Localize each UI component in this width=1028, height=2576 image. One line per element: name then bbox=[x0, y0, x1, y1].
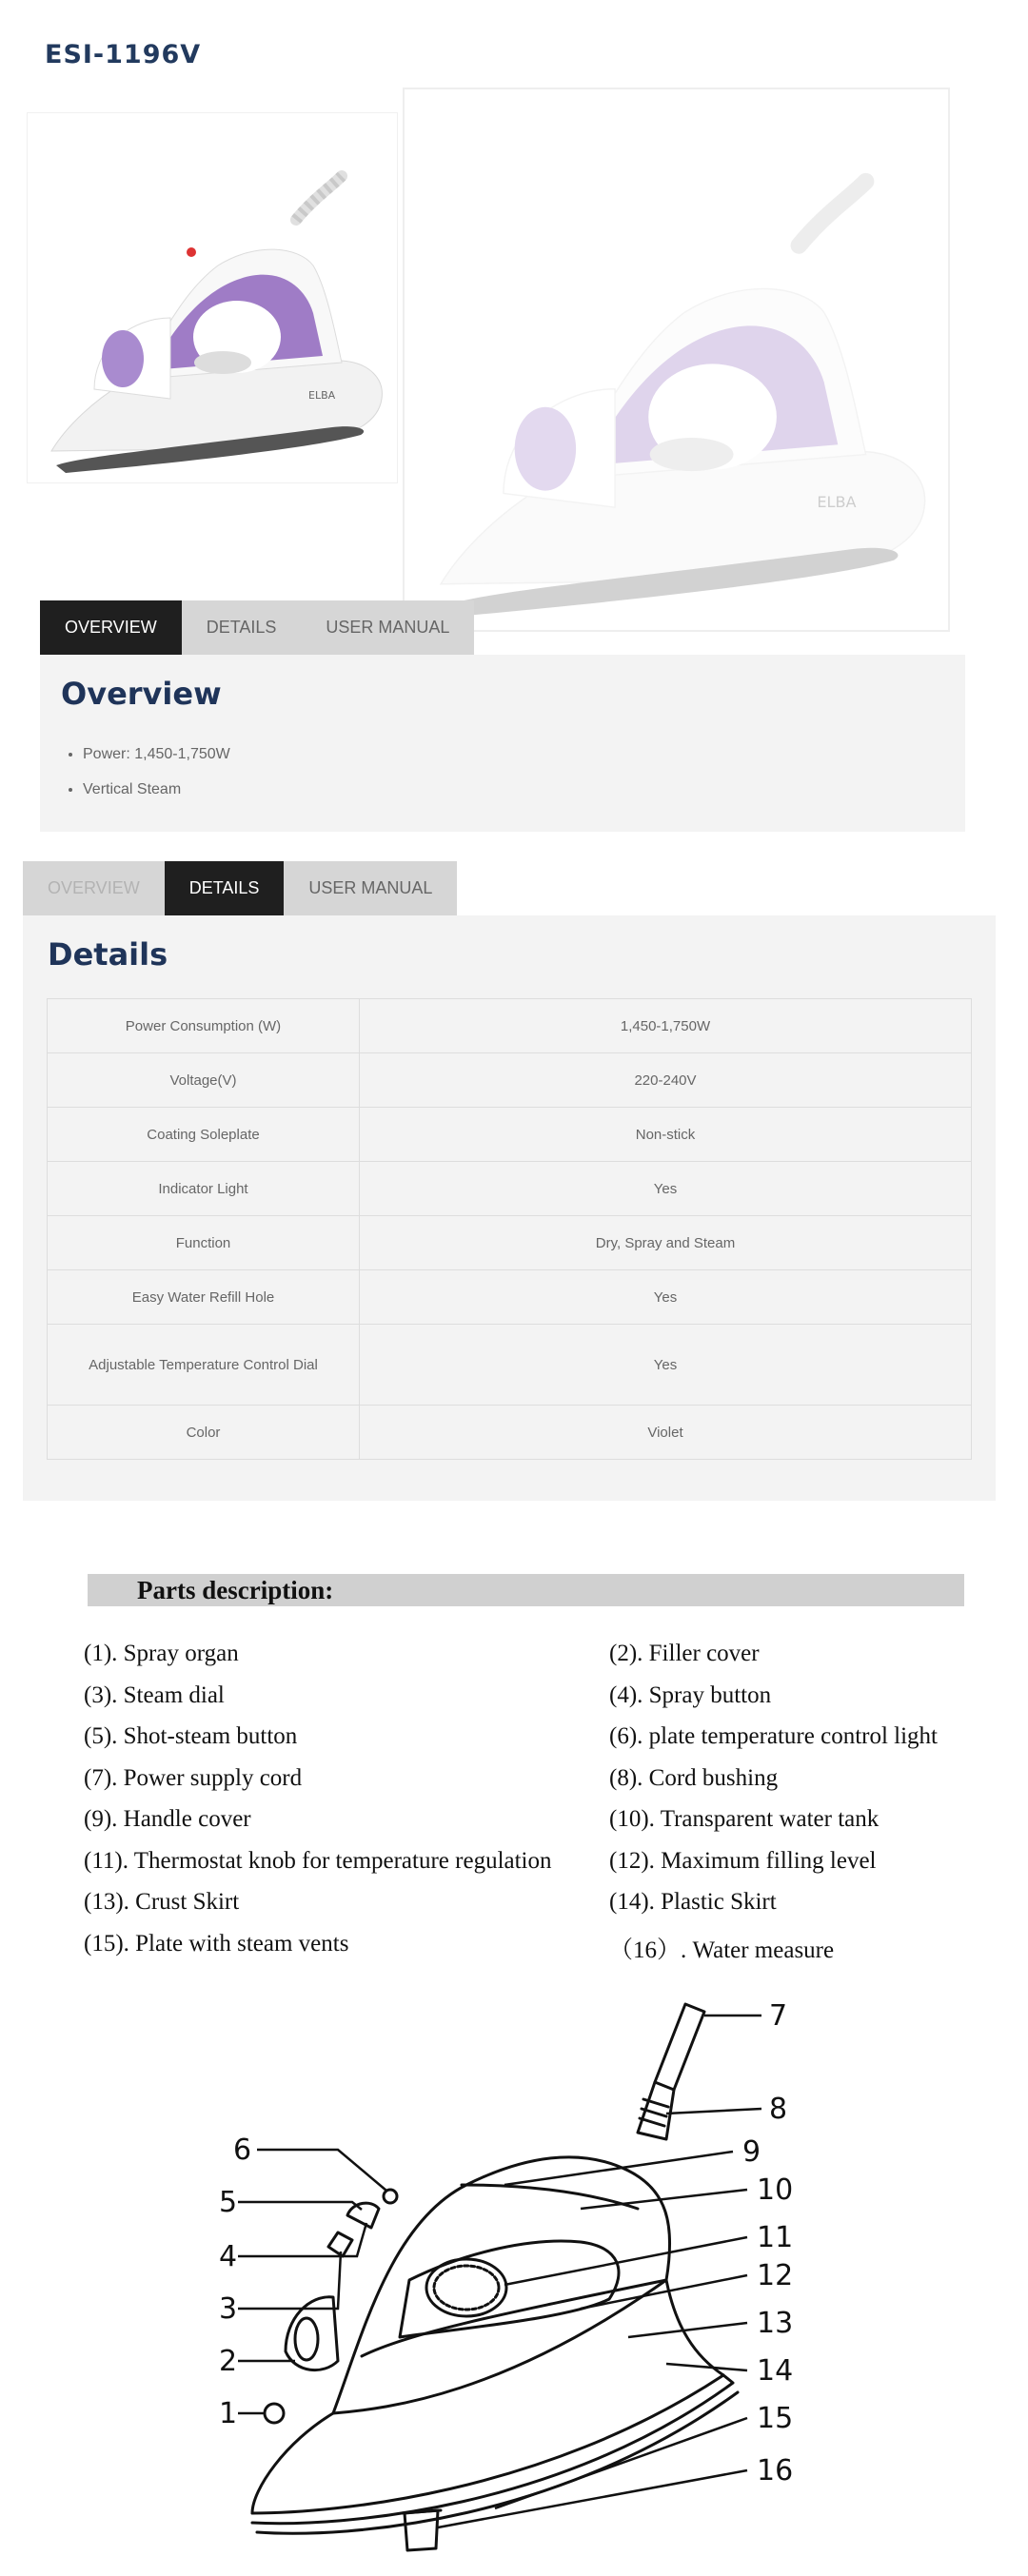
spec-value: Dry, Spray and Steam bbox=[360, 1216, 972, 1270]
parts-title: Parts description: bbox=[137, 1576, 334, 1604]
parts-diagram bbox=[219, 1995, 828, 2566]
spec-value: 220-240V bbox=[360, 1053, 972, 1108]
table-row bbox=[48, 1270, 972, 1325]
parts-list bbox=[84, 1641, 979, 1972]
table-row bbox=[48, 1053, 972, 1108]
list-item bbox=[84, 1723, 979, 1765]
overview-heading: Overview bbox=[61, 676, 222, 712]
list-item bbox=[84, 1931, 979, 1973]
spec-value: Non-stick bbox=[360, 1108, 972, 1162]
tab-details[interactable]: DETAILS bbox=[182, 600, 302, 655]
list-item bbox=[84, 1889, 979, 1931]
list-item: • Power: 1,450-1,750W bbox=[83, 746, 230, 781]
diagram-label-3: 3 bbox=[219, 2292, 238, 2326]
tab-bar-top bbox=[40, 600, 474, 655]
list-item bbox=[84, 1806, 979, 1848]
part-label: (7). Power supply cord bbox=[84, 1764, 303, 1791]
part-label: (3). Steam dial bbox=[84, 1681, 225, 1708]
spec-key: Color bbox=[48, 1406, 360, 1460]
tab-overview[interactable]: OVERVIEW bbox=[23, 861, 165, 915]
diagram-label-9: 9 bbox=[742, 2135, 761, 2169]
product-model-title: ESI-1196V bbox=[45, 40, 202, 69]
tab-details[interactable]: DETAILS bbox=[165, 861, 285, 915]
spec-key: Easy Water Refill Hole bbox=[48, 1270, 360, 1325]
spec-key: Power Consumption (W) bbox=[48, 999, 360, 1053]
diagram-label-5: 5 bbox=[219, 2186, 238, 2219]
part-label: (12). Maximum filling level bbox=[609, 1847, 877, 1874]
spec-value: Yes bbox=[360, 1325, 972, 1406]
svg-text:ELBA: ELBA bbox=[817, 493, 857, 512]
list-item bbox=[84, 1682, 979, 1724]
part-label: （16）. Water measure bbox=[609, 1937, 835, 1963]
list-item: • Vertical Steam bbox=[83, 781, 230, 816]
product-main-image[interactable] bbox=[403, 88, 950, 632]
steam-iron-image-large bbox=[405, 89, 948, 630]
details-heading: Details bbox=[48, 936, 168, 973]
spec-key: Adjustable Temperature Control Dial bbox=[48, 1325, 360, 1406]
tab-user-manual[interactable]: USER MANUAL bbox=[301, 600, 474, 655]
part-label: (14). Plastic Skirt bbox=[609, 1889, 777, 1915]
spec-value: Yes bbox=[360, 1162, 972, 1216]
tab-overview[interactable]: OVERVIEW bbox=[40, 600, 182, 655]
diagram-label-8: 8 bbox=[769, 2093, 788, 2126]
diagram-label-6: 6 bbox=[233, 2134, 252, 2167]
spec-key: Indicator Light bbox=[48, 1162, 360, 1216]
diagram-label-14: 14 bbox=[757, 2354, 794, 2388]
part-label: (4). Spray button bbox=[609, 1681, 772, 1708]
table-row bbox=[48, 1216, 972, 1270]
diagram-label-2: 2 bbox=[219, 2345, 238, 2378]
part-label: (10). Transparent water tank bbox=[609, 1806, 880, 1832]
spec-key: Function bbox=[48, 1216, 360, 1270]
details-panel bbox=[23, 915, 996, 1501]
tab-bar-details bbox=[23, 861, 457, 915]
part-label: (1). Spray organ bbox=[84, 1641, 239, 1666]
overview-bullets bbox=[83, 746, 230, 816]
table-row bbox=[48, 1162, 972, 1216]
svg-text:ELBA: ELBA bbox=[308, 389, 336, 402]
parts-description-header bbox=[88, 1574, 964, 1606]
part-label: (9). Handle cover bbox=[84, 1806, 251, 1832]
spec-value: Yes bbox=[360, 1270, 972, 1325]
diagram-label-15: 15 bbox=[757, 2402, 794, 2435]
part-label: (13). Crust Skirt bbox=[84, 1889, 240, 1915]
diagram-label-13: 13 bbox=[757, 2307, 794, 2340]
diagram-label-16: 16 bbox=[757, 2454, 794, 2488]
table-row bbox=[48, 1108, 972, 1162]
steam-iron-image bbox=[28, 113, 397, 482]
part-label: (15). Plate with steam vents bbox=[84, 1930, 349, 1957]
overview-panel bbox=[40, 655, 965, 832]
table-row bbox=[48, 1325, 972, 1406]
part-label: (8). Cord bushing bbox=[609, 1764, 779, 1791]
spec-value: Violet bbox=[360, 1406, 972, 1460]
product-thumbnail[interactable] bbox=[27, 112, 398, 483]
spec-value: 1,450-1,750W bbox=[360, 999, 972, 1053]
diagram-label-1: 1 bbox=[219, 2397, 238, 2430]
spec-key: Voltage(V) bbox=[48, 1053, 360, 1108]
part-label: (6). plate temperature control light bbox=[609, 1723, 939, 1749]
spec-table bbox=[47, 998, 972, 1460]
list-item bbox=[84, 1848, 979, 1890]
diagram-label-10: 10 bbox=[757, 2173, 794, 2207]
part-label: (11). Thermostat knob for temperature regulation bbox=[84, 1847, 552, 1874]
tab-user-manual[interactable]: USER MANUAL bbox=[284, 861, 457, 915]
part-label: (5). Shot-steam button bbox=[84, 1723, 298, 1749]
table-row bbox=[48, 999, 972, 1053]
list-item bbox=[84, 1641, 979, 1682]
part-label: (2). Filler cover bbox=[609, 1641, 760, 1666]
diagram-label-11: 11 bbox=[757, 2221, 794, 2254]
diagram-label-4: 4 bbox=[219, 2240, 238, 2273]
spec-key: Coating Soleplate bbox=[48, 1108, 360, 1162]
table-row bbox=[48, 1406, 972, 1460]
diagram-label-12: 12 bbox=[757, 2259, 794, 2292]
list-item bbox=[84, 1765, 979, 1807]
diagram-label-7: 7 bbox=[769, 1999, 788, 2033]
